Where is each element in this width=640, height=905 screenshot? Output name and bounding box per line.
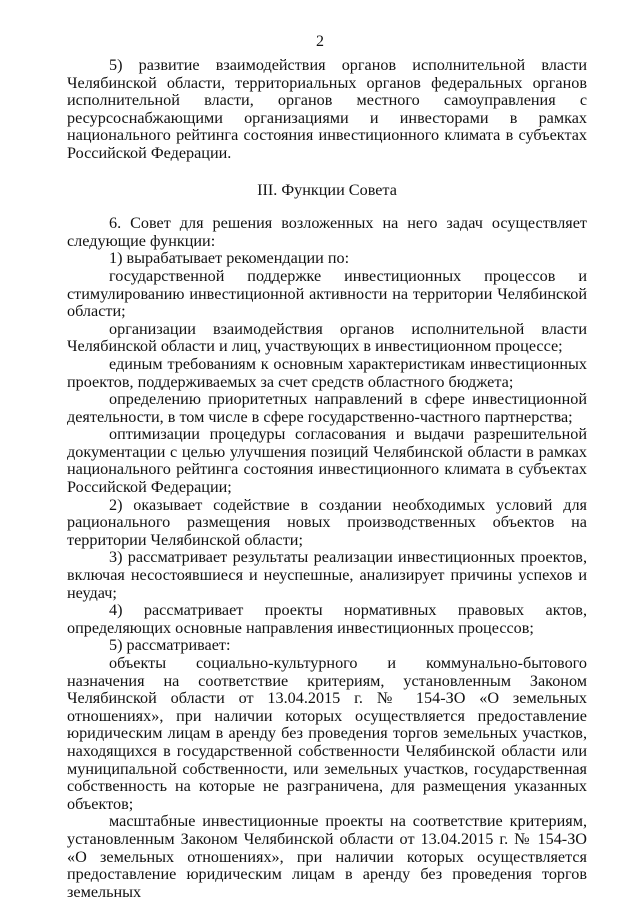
paragraph-state-support: государственной поддержке инвестиционных процессов и стимулированию инвестиционной активности на территории Челябинской области; (67, 266, 587, 321)
paragraph-large-scale-projects: масштабные инвестиционные проекты на соответствие критериям, установленным Законом Челябинской области от 13.04.2015 г. № 154-ЗО «О земельных отношениях», при наличии которых осуществляется предоставление юридическим лицам в аренду без проведения торгов земельных (67, 812, 587, 901)
paragraph-clause-6: 6. Совет для решения возложенных на него задач осуществляет следующие функции: (67, 214, 587, 250)
paragraph-social-objects: объекты социально-культурного и коммунально-бытового назначения на соответствие критериям, установленным Законом Челябинской области от 13.04.2015 г. № 154-ЗО «О земельных отношениях», при наличии которых осуществляется предоставление юридическим лицам в аренду без проведения торгов земельных участков, находящихся в государственной собственности Челябинской области или муниципальной собственности, или земельных участков, государственная собственность на которые не разграничена, для размещения указанных объектов; (67, 654, 587, 813)
page-number: 2 (316, 33, 324, 50)
paragraph-item-5-development: 5) развитие взаимодействия органов исполнительной власти Челябинской области, территориальных органов федеральных органов исполнительной власти, органов местного самоуправления с ресурсоснабжающими организациями и инвесторами в рамках национального рейтинга состояния инвестиционного климата в субъектах Российской Федерации. (67, 56, 587, 162)
paragraph-function-2: 2) оказывает содействие в создании необходимых условий для рационального размещения новых производственных объектов на территории Челябинской области; (67, 495, 587, 549)
paragraph-unified-requirements: единым требованиям к основным характеристикам инвестиционных проектов, поддерживаемых за счет средств областного бюджета; (67, 354, 587, 391)
paragraph-optimization: оптимизации процедуры согласования и выдачи разрешительной документации с целью улучшения позиций Челябинской области в рамках национального рейтинга состояния инвестиционного климата в субъектах Российской Федерации; (67, 425, 587, 497)
paragraph-function-5: 5) рассматривает: (109, 636, 231, 655)
section-heading: III. Функции Совета (257, 180, 397, 199)
paragraph-function-3: 3) рассматривает результаты реализации инвестиционных проектов, включая несостоявшиеся и неуспешные, анализирует причины успехов и неудач; (67, 548, 587, 602)
paragraph-priority-directions: определению приоритетных направлений в сфере инвестиционной деятельности, в том числе в сфере государственно-частного партнерства; (67, 390, 587, 426)
paragraph-function-4: 4) рассматривает проекты нормативных правовых актов, определяющих основные направления инвестиционных процессов; (67, 601, 587, 637)
paragraph-function-1: 1) вырабатывает рекомендации по: (109, 249, 350, 268)
document-body (67, 57, 587, 901)
paragraph-interaction: организации взаимодействия органов исполнительной власти Челябинской области и лиц, участвующих в инвестиционном процессе; (67, 319, 587, 356)
